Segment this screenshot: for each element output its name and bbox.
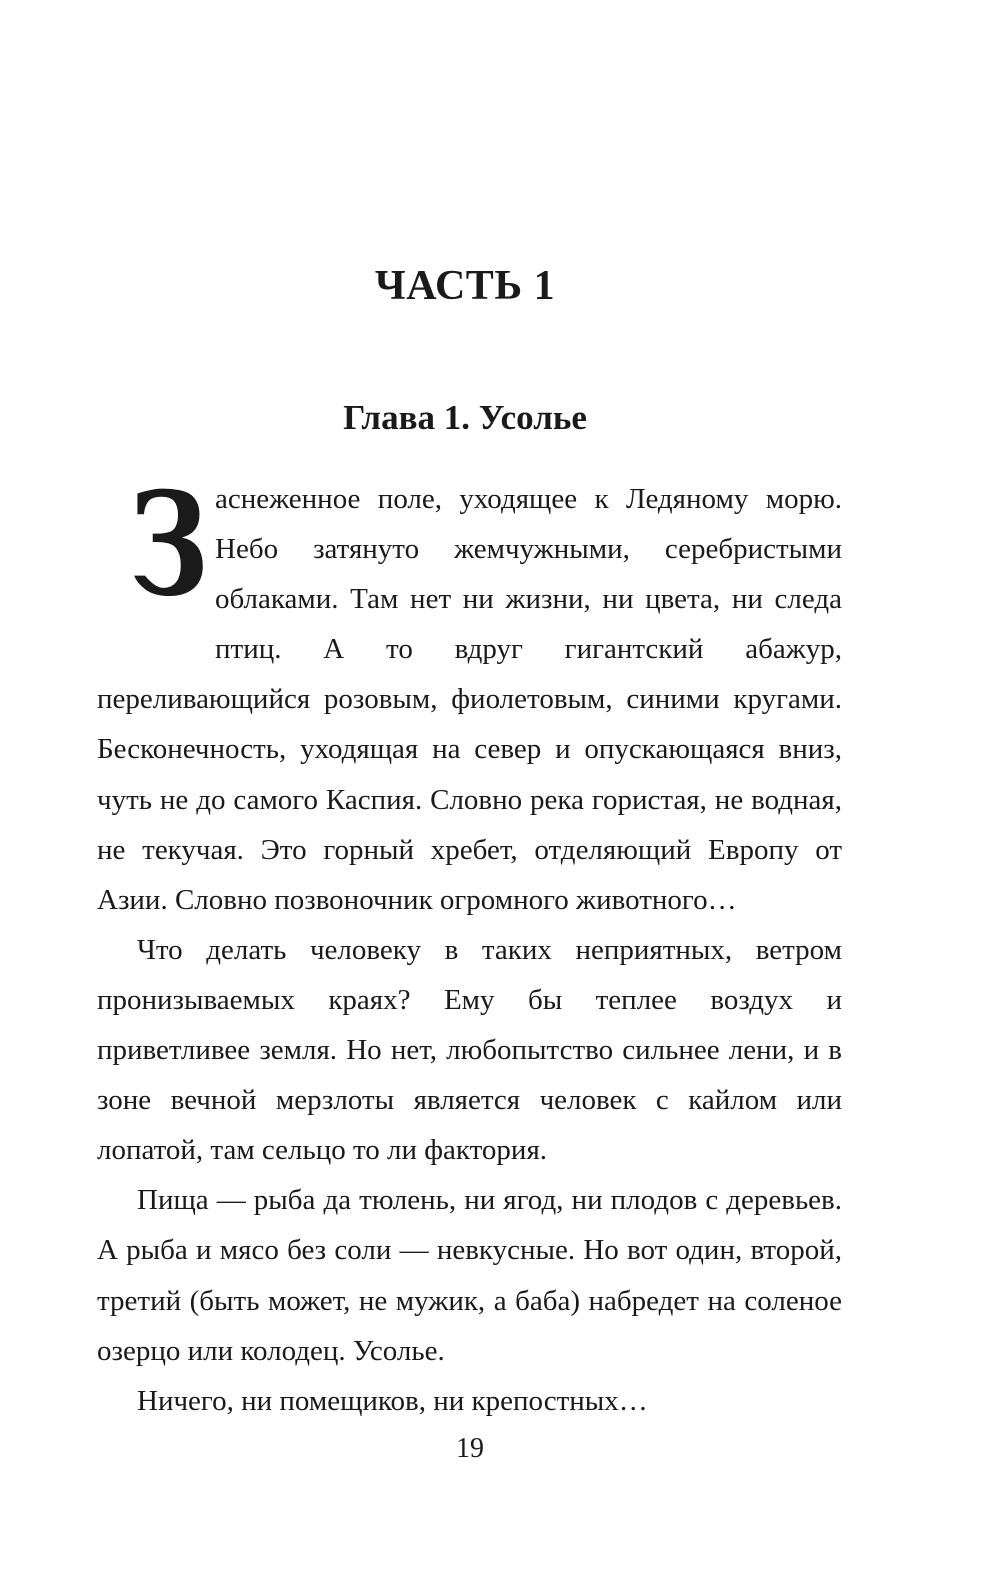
paragraph-1-text: аснеженное поле, уходящее к Ледяному морю. Небо затянуто жемчужными, серебристыми облаками. Там нет ни жизни, ни цвета, ни следа птиц. А то вдруг гигантский абажур, переливающийся розовым, фиолетовым, синими кругами. Бесконечность, уходящая на север и опускающаяся вниз, чуть не до самого Каспия. Словно река гористая, не водная, не текучая. Это горный хребет, отделяющий Европу от Азии. Словно позвоночник огромного животного… — [97, 483, 842, 916]
chapter-text — [97, 462, 842, 1426]
paragraph-3: Пища — рыба да тюлень, ни ягод, ни плодов с деревьев. А рыба и мясо без соли — невкусные. Но вот один, второй, третий (быть может, не мужик, а баба) набредет на соленое озерцо или колодец. Усолье. — [97, 1184, 842, 1367]
paragraph-2: Что делать человеку в таких неприятных, ветром пронизываемых краях? Ему бы теплее воздух и приветливее земля. Но нет, любопытство сильнее лени, и в зоне вечной мерзлоты является человек с кайлом или лопатой, там сельцо то ли фактория. — [97, 933, 842, 1167]
paragraph-1 — [97, 462, 842, 925]
drop-cap: З — [129, 462, 209, 628]
chapter-title: Глава 1. Усолье — [343, 398, 587, 437]
paragraph-4: Ничего, ни помещиков, ни крепостных… — [137, 1384, 648, 1417]
page-number: 19 — [456, 1433, 484, 1464]
part-title: ЧАСТЬ 1 — [374, 263, 556, 309]
